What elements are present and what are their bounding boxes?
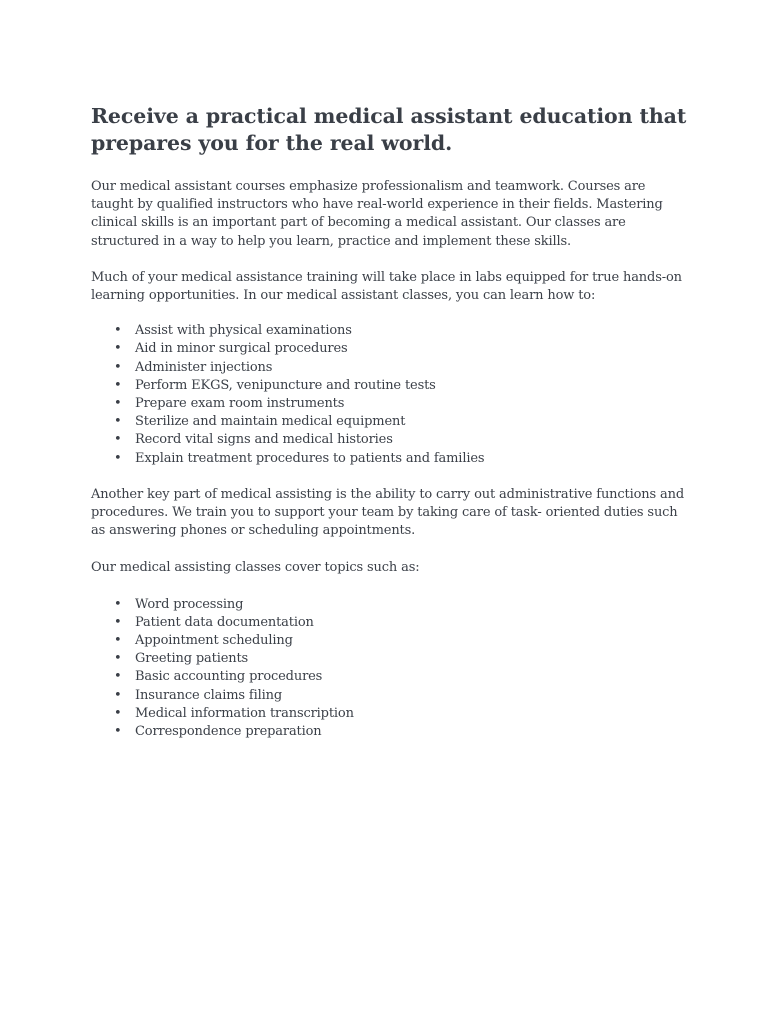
list-item: • Insurance claims filing (91, 687, 691, 705)
bullet-icon: • (114, 323, 122, 339)
labs-paragraph: Much of your medical assistance training will take place in labs equipped for true hands-on learning opportunities. In our medical assistant classes, you can learn how to: (91, 269, 682, 304)
page-heading: Receive a practical medical assistant education that prepares you for the real world. (91, 104, 687, 155)
bullet-icon: • (114, 651, 122, 667)
list-item: • Medical information transcription (91, 705, 691, 723)
admin-topics-list (91, 596, 691, 742)
list-item: • Record vital signs and medical histories (91, 431, 691, 449)
bullet-icon: • (114, 614, 122, 630)
list-item: • Patient data documentation (91, 614, 691, 632)
bullet-icon: • (114, 633, 122, 649)
admin-paragraph: Another key part of medical assisting is the ability to carry out administrative functions and procedures. We train you to support your team by taking care of task- oriented duties such as answering phones or scheduling appointments. (91, 486, 685, 539)
bullet-icon: • (114, 414, 122, 430)
list-item: • Administer injections (91, 359, 691, 377)
bullet-icon: • (114, 396, 122, 412)
clinical-skills-list (91, 322, 691, 468)
bullet-icon: • (114, 669, 122, 685)
list-item: • Correspondence preparation (91, 723, 691, 741)
list-item: • Appointment scheduling (91, 632, 691, 650)
topics-intro-paragraph: Our medical assisting classes cover topics such as: (91, 560, 420, 576)
bullet-icon: • (114, 705, 122, 721)
list-item: • Perform EKGS, venipuncture and routine tests (91, 377, 691, 395)
bullet-icon: • (114, 450, 122, 466)
list-item: • Explain treatment procedures to patients and families (91, 450, 691, 468)
bullet-icon: • (114, 359, 122, 375)
list-item: • Prepare exam room instruments (91, 395, 691, 413)
bullet-icon: • (114, 432, 122, 448)
list-item: • Aid in minor surgical procedures (91, 340, 691, 358)
list-item: • Word processing (91, 596, 691, 614)
list-item: • Greeting patients (91, 650, 691, 668)
list-item: • Assist with physical examinations (91, 322, 691, 340)
bullet-icon: • (114, 724, 122, 740)
bullet-icon: • (114, 377, 122, 393)
bullet-icon: • (114, 596, 122, 612)
bullet-icon: • (114, 341, 122, 357)
intro-paragraph: Our medical assistant courses emphasize professionalism and teamwork. Courses are taught by qualified instructors who have real-world experience in their fields. Mastering clinical skills is an important part of becoming a medical assistant. Our classes are structured in a way to help you learn, practice and implement these skills. (91, 179, 663, 249)
list-item: • Sterilize and maintain medical equipment (91, 413, 691, 431)
bullet-icon: • (114, 687, 122, 703)
document-body (91, 103, 691, 741)
list-item: • Basic accounting procedures (91, 668, 691, 686)
